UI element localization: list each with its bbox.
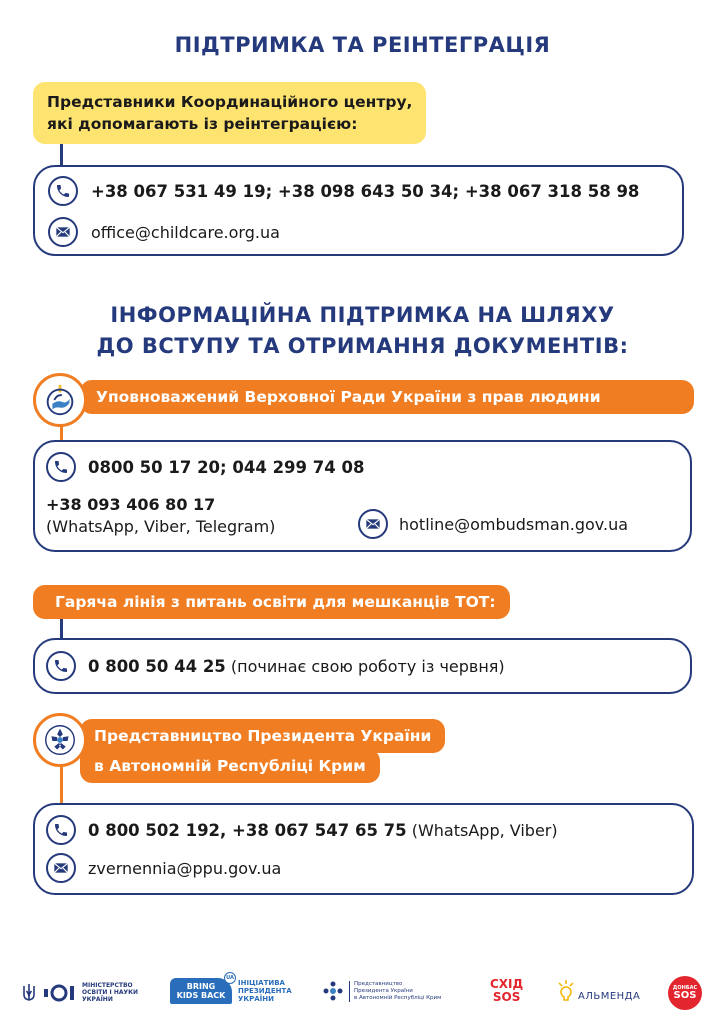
ombudsman-emblem-icon (33, 373, 87, 427)
section-title-line: ДО ВСТУПУ ТА ОТРИМАННЯ ДОКУМЕНТІВ: (96, 334, 629, 358)
skhid-sos-logo (490, 978, 523, 1004)
donbas-line: ДОНБАС (672, 985, 698, 991)
phone-icon (46, 651, 76, 681)
phone-icon (48, 176, 78, 206)
president-rep-email[interactable]: zvernennia@ppu.gov.ua (88, 859, 282, 878)
president-rep-messengers: (WhatsApp, Viber) (411, 821, 558, 840)
ppu-line: Представництво (354, 980, 403, 987)
ppu-line: в Автономній Республіці Крим (354, 994, 442, 1001)
bkb-badge (170, 975, 234, 1004)
initiative-line: УКРАЇНИ (238, 995, 274, 1003)
ombudsman-email[interactable]: hotline@ombudsman.gov.ua (399, 515, 629, 534)
mon-text-line: УКРАЇНИ (82, 996, 113, 1003)
mail-icon (48, 217, 78, 247)
donbas-line: SOS (673, 990, 697, 1001)
label-line: Представники Координаційного центру, (47, 93, 413, 111)
initiative-line: ІНІЦІАТИВА (238, 979, 285, 987)
ombudsman-mobile[interactable]: +38 093 406 80 17 (46, 495, 216, 514)
section-title-line: ІНФОРМАЦІЙНА ПІДТРИМКА НА ШЛЯХУ (110, 303, 615, 327)
bkb-ua-badge: UA (224, 972, 236, 984)
hotline-phone[interactable]: 0 800 50 44 25 (88, 657, 226, 676)
hotline-contact (88, 657, 505, 676)
bkb-line: BRING (186, 982, 216, 991)
mon-text-line: ОСВІТИ І НАУКИ (82, 989, 139, 996)
almenda-logo (556, 978, 640, 1006)
initiative-line: ПРЕЗИДЕНТА (238, 987, 292, 995)
section-title (0, 300, 725, 362)
ombudsman-messengers: (WhatsApp, Viber, Telegram) (46, 517, 276, 536)
phone-icon (46, 815, 76, 845)
mail-icon (46, 853, 76, 883)
mon-logo (22, 982, 138, 1003)
page-title: ПІДТРИМКА ТА РЕІНТЕГРАЦІЯ (174, 33, 551, 57)
initiative-text (238, 979, 292, 1003)
mon-text-line: МІНІСТЕРСТВО (82, 982, 133, 989)
mail-icon (358, 509, 388, 539)
label-line: які допомагають із реінтеграцією: (47, 115, 358, 133)
president-rep-label-line1: Представництво Президента України (80, 719, 445, 753)
ppu-logo (322, 980, 441, 1002)
president-rep-contact (88, 821, 558, 840)
president-rep-contacts-box (33, 803, 694, 895)
donbas-sos-logo (668, 976, 702, 1010)
hotline-note: (починає свою роботу із червня) (230, 657, 505, 676)
skhid-line: СХІД (490, 977, 524, 991)
coordination-contacts-box (33, 165, 684, 256)
bring-kids-back-logo (170, 975, 292, 1004)
trident-icon (22, 983, 36, 1003)
ombudsman-label: Уповноважений Верховної Ради України з прав людини (80, 380, 694, 414)
coordination-center-label (33, 82, 426, 144)
mon-symbol-icon (44, 983, 78, 1003)
ppu-text (349, 981, 441, 1002)
skhid-line: SOS (492, 990, 521, 1004)
coordination-email[interactable]: office@childcare.org.ua (91, 223, 280, 242)
footer-logos (0, 970, 725, 1016)
coordination-phones[interactable]: +38 067 531 49 19; +38 098 643 50 34; +38 067 318 58 98 (91, 182, 640, 201)
hotline-label: Гаряча лінія з питань освіти для мешканців ТОТ: (33, 585, 510, 619)
ppu-line: Президента України (354, 987, 413, 994)
president-rep-phones[interactable]: 0 800 502 192, +38 067 547 65 75 (88, 821, 407, 840)
phone-icon (46, 452, 76, 482)
lightbulb-icon (556, 978, 576, 1006)
mon-text (82, 982, 138, 1003)
ppu-emblem-icon (33, 713, 87, 767)
president-rep-label-line2: в Автономній Республіці Крим (80, 749, 380, 783)
ombudsman-phones[interactable]: 0800 50 17 20; 044 299 74 08 (88, 458, 365, 477)
bkb-line: KIDS BACK (176, 991, 226, 1000)
ppu-flower-icon (322, 980, 344, 1002)
almenda-text: АЛЬМЕНДА (578, 990, 641, 1002)
